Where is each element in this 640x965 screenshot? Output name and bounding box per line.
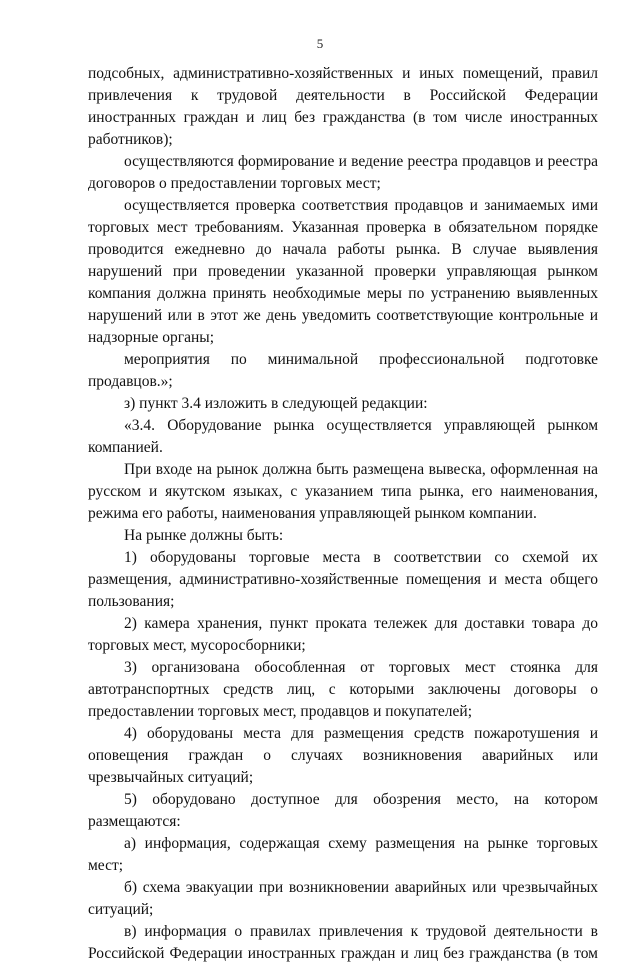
paragraph-training: мероприятия по минимальной профессиональной подготовке продавцов.»;	[88, 351, 598, 390]
page-number: 5	[316, 36, 324, 51]
sub-item-b: б) схема эвакуации при возникновении аварийных или чрезвычайных ситуаций;	[88, 879, 598, 918]
paragraph-market-must: На рынке должны быть:	[124, 527, 284, 544]
paragraph-registry: осуществляются формирование и ведение реестра продавцов и реестра договоров о предоставлении торговых мест;	[88, 153, 598, 192]
sub-item-a: а) информация, содержащая схему размещения на рынке торговых мест;	[88, 835, 598, 874]
list-item-3: 3) организована обособленная от торговых мест стоянка для автотранспортных средств лиц, с которыми заключены договоры о предоставлении торговых мест, продавцов и покупателей;	[88, 659, 598, 720]
list-item-2: 2) камера хранения, пункт проката тележек для доставки товара до торговых мест, мусоросборники;	[88, 615, 598, 654]
paragraph-inspection: осуществляется проверка соответствия продавцов и занимаемых ими торговых мест требованиям. Указанная проверка в обязательном порядке проводится ежедневно до начала работы рынка. В случае выявления нарушений при проведении указанной проверки управляющая рынком компания должна принять необходимые меры по устранению выявленных нарушений или в этот же день уведомить соответствующие контрольные и надзорные органы;	[88, 197, 598, 346]
list-item-5: 5) оборудовано доступное для обозрения место, на котором размещаются:	[88, 791, 598, 830]
paragraph-continuation: подсобных, административно-хозяйственных и иных помещений, правил привлечения к трудовой деятельности в Российской Федерации иностранных граждан и лиц без гражданства (в том числе иностранных работников);	[88, 65, 598, 148]
paragraph-clause-z: з) пункт 3.4 изложить в следующей редакции:	[124, 395, 428, 412]
list-item-4: 4) оборудованы места для размещения средств пожаротушения и оповещения граждан о случаях возникновения аварийных или чрезвычайных ситуаций;	[88, 725, 598, 786]
sub-item-v: в) информация о правилах привлечения к трудовой деятельности в Российской Федерации иностранных граждан и лиц без гражданства (в том	[88, 923, 598, 962]
paragraph-signboard: При входе на рынок должна быть размещена вывеска, оформленная на русском и якутском языках, с указанием типа рынка, его наименования, режима его работы, наименования управляющей рынком компании.	[88, 461, 598, 522]
list-item-1: 1) оборудованы торговые места в соответствии со схемой их размещения, административно-хозяйственные помещения и места общего пользования;	[88, 549, 598, 610]
document-body	[88, 63, 598, 965]
paragraph-3-4: «3.4. Оборудование рынка осуществляется управляющей рынком компанией.	[88, 417, 598, 456]
